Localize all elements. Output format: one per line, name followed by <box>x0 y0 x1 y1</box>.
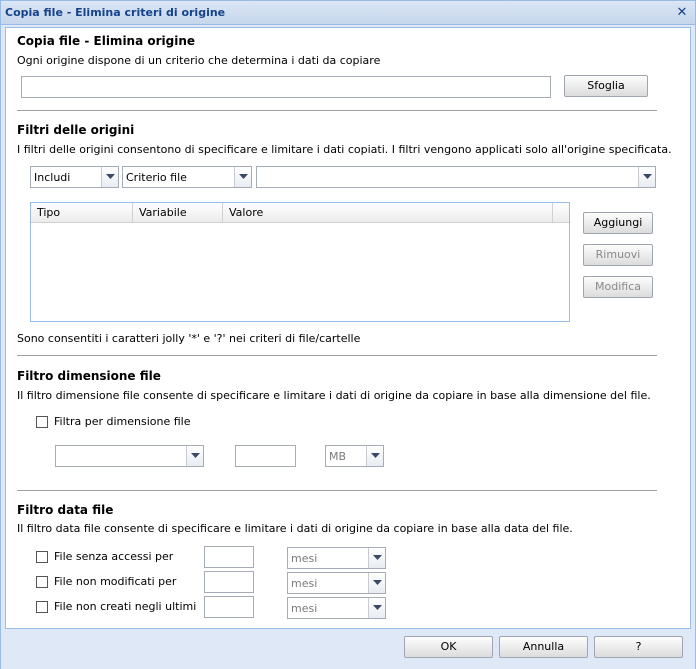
chevron-down-icon[interactable] <box>368 598 385 618</box>
source-filters-heading: Filtri delle origini <box>17 123 135 137</box>
chevron-down-icon[interactable] <box>638 167 655 187</box>
help-button[interactable]: ? <box>594 636 683 658</box>
include-select[interactable] <box>30 166 119 188</box>
divider-2 <box>17 355 657 357</box>
include-select-value: Includi <box>34 171 71 184</box>
date-row-checkbox[interactable] <box>36 551 48 563</box>
size-filter-checkbox[interactable] <box>36 416 48 428</box>
size-operator-select[interactable] <box>55 445 204 467</box>
chevron-down-icon[interactable] <box>368 573 385 593</box>
date-row-label: File non modificati per <box>54 575 177 588</box>
cancel-button[interactable]: Annulla <box>499 636 588 658</box>
remove-button[interactable]: Rimuovi <box>583 244 653 266</box>
close-icon[interactable]: ✕ <box>676 5 688 20</box>
window-title: Copia file - Elimina criteri di origine <box>5 6 226 19</box>
chevron-down-icon[interactable] <box>368 548 385 568</box>
date-row-unit-select[interactable] <box>287 572 386 594</box>
divider-3 <box>17 490 657 492</box>
criteria-select[interactable] <box>122 166 252 188</box>
criteria-select-value: Criterio file <box>126 171 187 184</box>
date-row-value-input[interactable] <box>204 546 254 568</box>
date-row-checkbox[interactable] <box>36 601 48 613</box>
date-filter-description: Il filtro data file consente di specificare e limitare i dati di origine da copiare in base alla data del file. <box>17 522 573 535</box>
filters-table-header <box>31 203 569 223</box>
source-filters-description: I filtri delle origini consentono di specificare e limitare i dati copiati. I filtri vengono applicati solo all'origine specificata. <box>17 143 672 156</box>
chevron-down-icon[interactable] <box>234 167 251 187</box>
size-value-input[interactable] <box>235 445 296 467</box>
modify-button[interactable]: Modifica <box>583 276 653 298</box>
date-filter-heading: Filtro data file <box>17 503 114 517</box>
column-header-variable[interactable]: Variabile <box>133 203 223 223</box>
date-row-label: File non creati negli ultimi <box>54 600 197 613</box>
size-filter-heading: Filtro dimensione file <box>17 369 161 383</box>
title-bar[interactable] <box>1 1 695 25</box>
criteria-value-select[interactable] <box>256 166 656 188</box>
dialog-body <box>5 27 691 629</box>
chevron-down-icon[interactable] <box>366 446 383 466</box>
chevron-down-icon[interactable] <box>186 446 203 466</box>
chevron-down-icon[interactable] <box>101 167 118 187</box>
divider-1 <box>17 110 657 112</box>
size-filter-description: Il filtro dimensione file consente di specificare e limitare i dati di origine da copiare in base alla dimensione del file. <box>17 389 651 402</box>
date-row-label: File senza accessi per <box>54 550 174 563</box>
dialog-footer <box>1 631 695 669</box>
ok-button[interactable]: OK <box>404 636 493 658</box>
origin-description: Ogni origine dispone di un criterio che determina i dati da copiare <box>17 54 381 67</box>
date-row-unit-select[interactable] <box>287 547 386 569</box>
date-row-value-input[interactable] <box>204 596 254 618</box>
origin-path-input[interactable] <box>21 76 551 98</box>
add-button[interactable]: Aggiungi <box>583 212 653 234</box>
column-header-value[interactable]: Valore <box>223 203 553 223</box>
date-row-unit-select[interactable] <box>287 597 386 619</box>
date-row-unit-value: mesi <box>291 577 318 590</box>
browse-button[interactable]: Sfoglia <box>564 75 648 97</box>
date-row-checkbox[interactable] <box>36 576 48 588</box>
wildcard-note: Sono consentiti i caratteri jolly '*' e '?' nei criteri di file/cartelle <box>17 332 361 345</box>
origin-heading: Copia file - Elimina origine <box>17 34 196 48</box>
date-row-value-input[interactable] <box>204 571 254 593</box>
column-header-type[interactable]: Tipo <box>31 203 133 223</box>
date-row-unit-value: mesi <box>291 552 318 565</box>
size-unit-select[interactable] <box>325 445 384 467</box>
size-filter-checkbox-label: Filtra per dimensione file <box>54 415 191 428</box>
size-unit-value: MB <box>329 450 347 463</box>
filters-table[interactable] <box>30 202 570 322</box>
date-row-unit-value: mesi <box>291 602 318 615</box>
